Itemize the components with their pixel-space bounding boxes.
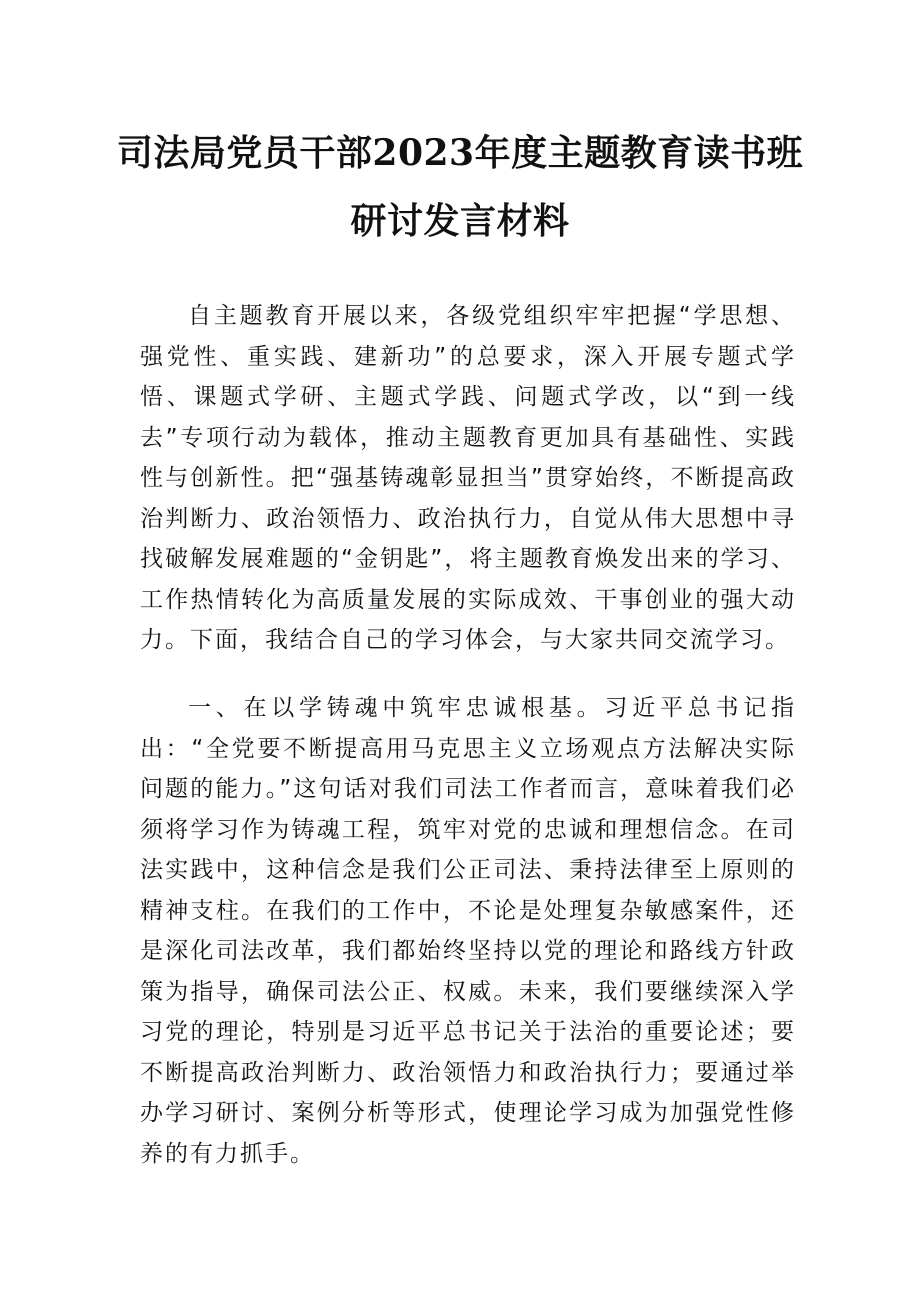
body-paragraph-section-one-block (140, 688, 796, 1174)
document-title-line-1: 司法局党员干部2023年度主题教育读书班 (116, 132, 804, 174)
body-paragraph-intro-block (140, 296, 796, 661)
document-title-line-2: 研讨发言材料 (350, 200, 570, 242)
body-paragraph-intro: 自主题教育开展以来，各级党组织牢牢把握“学思想、强党性、重实践、建新功”的总要求，深入开展专题式学悟、课题式学研、主题式学践、问题式学改，以“到一线去”专项行动为载体，推动主题教育更加具有基础性、实践性与创新性。把“强基铸魂彰显担当”贯穿始终，不断提高政治判断力、政治领悟力、政治执行力，自觉从伟大思想中寻找破解发展难题的“金钥匙”，将主题教育焕发出来的学习、工作热情转化为高质量发展的实际成效、干事创业的强大动力。下面，我结合自己的学习体会，与大家共同交流学习。 (140, 303, 796, 653)
body-paragraph-section-one: 一、在以学铸魂中筑牢忠诚根基。习近平总书记指出：“全党要不断提高用马克思主义立场观点方法解决实际问题的能力。”这句话对我们司法工作者而言，意味着我们必须将学习作为铸魂工程，筑牢对党的忠诚和理想信念。在司法实践中，这种信念是我们公正司法、秉持法律至上原则的精神支柱。在我们的工作中，不论是处理复杂敏感案件，还是深化司法改革，我们都始终坚持以党的理论和路线方针政策为指导，确保司法公正、权威。未来，我们要继续深入学习党的理论，特别是习近平总书记关于法治的重要论述；要不断提高政治判断力、政治领悟力和政治执行力；要通过举办学习研讨、案例分析等形式，使理论学习成为加强党性修养的有力抓手。 (140, 695, 796, 1167)
